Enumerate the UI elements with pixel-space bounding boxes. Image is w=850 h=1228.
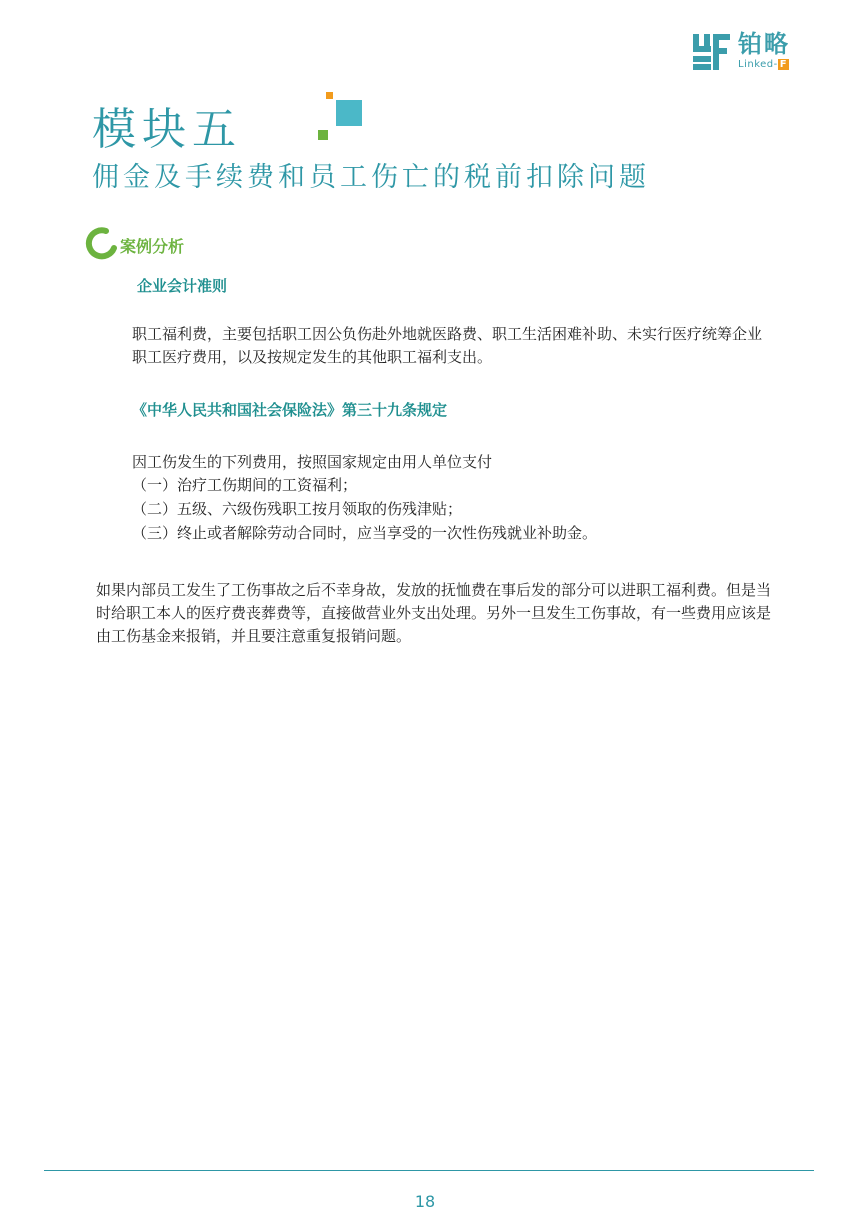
decorative-square-orange [326, 92, 333, 99]
heading-accounting-standards: 企业会计准则 [137, 277, 228, 295]
list-item: （一）治疗工伤期间的工资福利； [132, 476, 358, 494]
list-item: （三）终止或者解除劳动合同时，应当享受的一次性伤残就业补助金。 [132, 524, 598, 542]
logo-name-en-mark: F [779, 59, 788, 70]
linked-f-logo-mark [692, 32, 732, 72]
heading-social-insurance-law: 《中华人民共和国社会保险法》第三十九条规定 [132, 401, 448, 419]
ring-icon [84, 226, 120, 262]
list-intro: 因工伤发生的下列费用，按照国家规定由用人单位支付 [132, 453, 493, 471]
module-title: 模块五 [92, 104, 242, 155]
page-number: 18 [414, 1192, 436, 1211]
decorative-square-teal [336, 100, 362, 126]
logo-name-en-text: Linked- [738, 59, 778, 70]
logo-name-en [738, 59, 789, 71]
footer-divider [44, 1170, 814, 1171]
paragraph-conclusion: 如果内部员工发生了工伤事故之后不幸身故，发放的抚恤费在事后发的部分可以进职工福利费。但是当时给职工本人的医疗费丧葬费等，直接做营业外支出处理。另外一旦发生工伤事故，有一些费用应该是由工伤基金来报销，并且要注意重复报销问题。 [96, 581, 772, 645]
list-item: （二）五级、六级伤残职工按月领取的伤残津贴； [132, 500, 463, 518]
decorative-square-green [318, 130, 328, 140]
logo-name-cn: 铂略 [738, 30, 790, 58]
paragraph-welfare-definition: 职工福利费，主要包括职工因公负伤赴外地就医路费、职工生活困难补助、未实行医疗统筹企业职工医疗费用，以及按规定发生的其他职工福利支出。 [132, 325, 763, 366]
section-label: 案例分析 [120, 237, 185, 256]
module-subtitle: 佣金及手续费和员工伤亡的税前扣除问题 [92, 162, 650, 193]
brand-logo [692, 30, 812, 74]
